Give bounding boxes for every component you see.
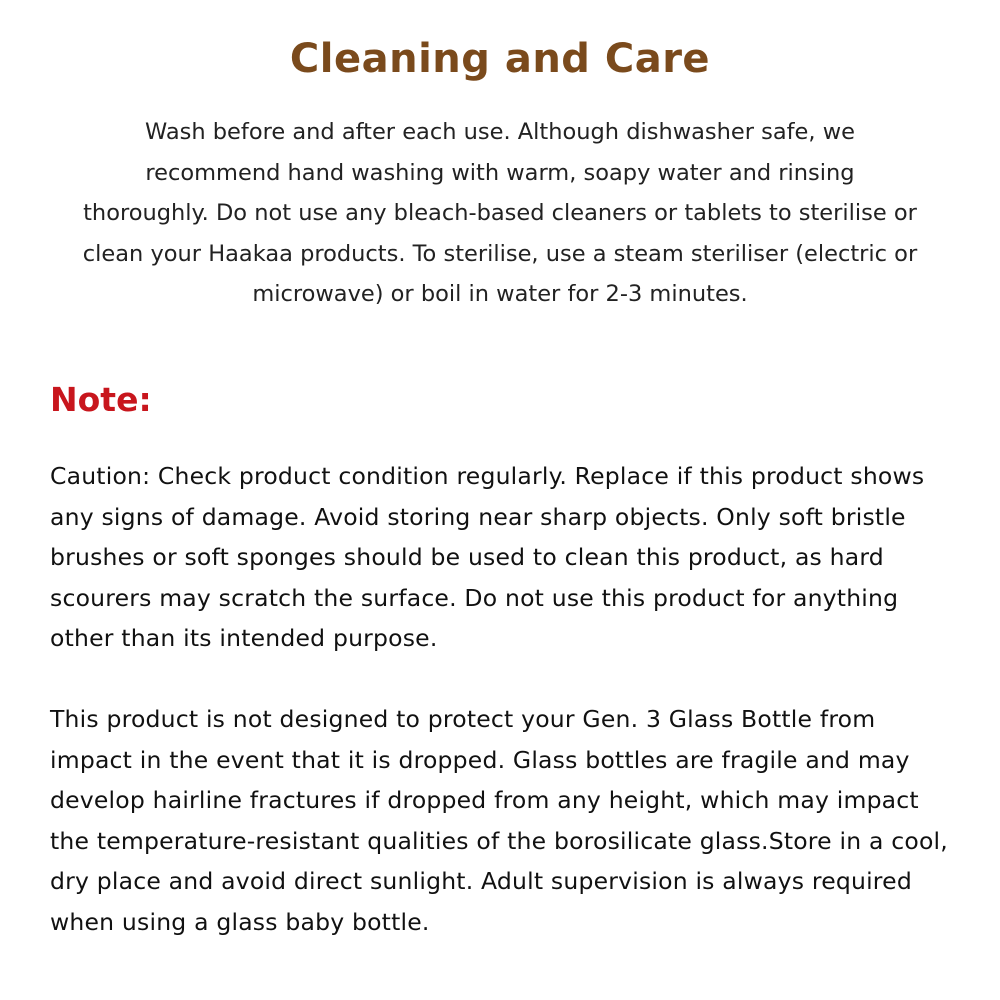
caution-paragraph: Caution: Check product condition regularly. Replace if this product shows any signs of damage. Avoid storing near sharp objects. Only soft bristle brushes or soft sponges should be used to clean this product, as hard scourers may scratch the surface. Do not use this product for anything other than its intended purpose. xyxy=(50,462,925,653)
note-heading: Note: xyxy=(50,380,152,419)
page-title: Cleaning and Care xyxy=(289,36,711,82)
glass-warning-paragraph: This product is not designed to protect your Gen. 3 Glass Bottle from impact in the event that it is dropped. Glass bottles are fragile and may develop hairline fractures if dropped from any height, which may impact the temperature-resistant qualities of the borosilicate glass.Store in a cool, dry place and avoid direct sunlight. Adult supervision is always required when using a glass baby bottle. xyxy=(50,705,948,936)
cleaning-instructions: Wash before and after each use. Although dishwasher safe, we recommend hand washing with warm, soapy water and rinsing thoroughly. Do not use any bleach-based cleaners or tablets to sterilise or clean your Haakaa products. To sterilise, use a steam steriliser (electric or microwave) or boil in water for 2-3 minutes. xyxy=(82,119,918,308)
